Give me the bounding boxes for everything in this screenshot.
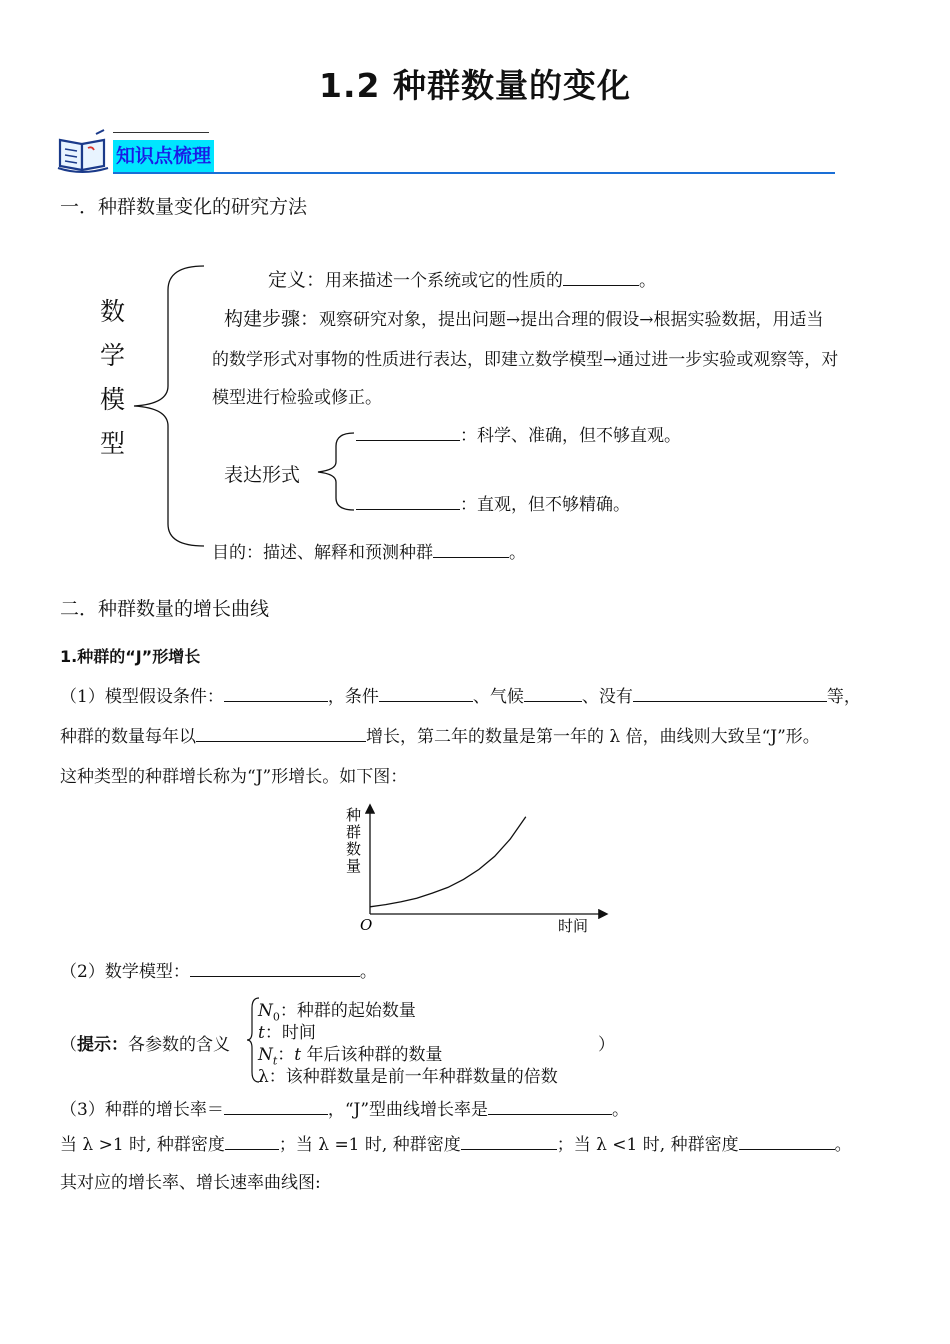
definition-row [268, 265, 656, 292]
hint-item-3-italic: t [294, 1045, 302, 1065]
assumption-row-1 [60, 682, 861, 707]
steps-line-2: 的数学形式对事物的性质进行表达，即建立数学模型→通过进一步实验或观察等，对 [212, 350, 839, 370]
hint-item-3-text: ： [277, 1045, 295, 1065]
lambda-end: 。 [834, 1135, 852, 1155]
small-left-brace [314, 430, 358, 514]
blank-j-growth-rate[interactable] [488, 1096, 612, 1115]
assumption-text-c: 、气候 [472, 687, 524, 707]
blank-lambda-eq1[interactable] [461, 1131, 557, 1150]
section-2-heading: 二．种群数量的增长曲线 [60, 598, 270, 620]
purpose-end: 。 [509, 543, 526, 563]
blank-growth-rate[interactable] [196, 723, 366, 742]
expression-row-2 [356, 490, 630, 515]
hint-close-paren: ） [598, 1035, 615, 1055]
bracket-char-2: 学 [100, 341, 126, 370]
assumption-text-e: 等， [826, 687, 861, 707]
lambda-eq1-text: ；当 λ =1 时, 种群密度 [278, 1135, 461, 1155]
blank-lambda-gt1[interactable] [225, 1131, 279, 1150]
definition-end: 。 [639, 271, 657, 291]
page-title: 1.2 种群数量的变化 [319, 66, 631, 105]
definition-label: 定义： [268, 269, 326, 291]
hint-item-1-symbol: N [258, 1001, 273, 1021]
hint-item-1-subscript: 0 [272, 1010, 280, 1024]
y-label-char-2: 群 [346, 823, 362, 841]
open-book-icon [56, 128, 110, 174]
hint-item-4-symbol: λ [258, 1067, 269, 1087]
assumption-line-3: 这种类型的种群增长称为“J”形增长。如下图： [60, 767, 408, 787]
hint-item-2-symbol: t [258, 1023, 265, 1043]
steps-row-1 [224, 304, 824, 331]
model-row [60, 957, 377, 982]
hint-item-3-symbol: N [258, 1045, 273, 1065]
bracket-char-3: 模 [100, 385, 126, 414]
assumption-text-d: 、没有 [581, 687, 633, 707]
banner-divider [113, 172, 835, 174]
expression-2-text: ：直观，但不够精确。 [460, 495, 630, 515]
blank-model[interactable] [190, 958, 360, 977]
hint-open-paren: （ [60, 1035, 77, 1055]
hint-item-2-text: ：时间 [264, 1023, 316, 1043]
blank-definition[interactable] [563, 267, 639, 286]
big-left-brace [130, 262, 210, 552]
bracket-char-1: 数 [100, 297, 126, 326]
hint-bold-label: 提示： [77, 1035, 128, 1055]
assumption-row-2 [60, 722, 820, 747]
blank-assumption-3[interactable] [524, 683, 582, 702]
assumption-line2-a: 种群的数量每年以 [60, 727, 196, 747]
origin-label: O [360, 916, 373, 934]
assumption-line2-b: 增长，第二年的数量是第一年的 λ 倍，曲线则大致呈“J”形。 [366, 727, 820, 747]
hint-rest: 各参数的含义 [128, 1035, 230, 1055]
growth-rate-row [60, 1095, 629, 1120]
hint-item-1-text: ：种群的起始数量 [279, 1001, 416, 1021]
blank-assumption-1[interactable] [224, 683, 328, 702]
hint-item-3-tail: 年后该种群的数量 [301, 1045, 443, 1065]
y-label-char-4: 量 [346, 857, 362, 875]
section-1-heading: 一．种群数量变化的研究方法 [60, 196, 308, 218]
growth-rate-end: 。 [612, 1100, 630, 1120]
hint-lead [60, 1030, 230, 1055]
subsection-1-heading: 1.种群的“J”形增长 [60, 647, 201, 666]
steps-line-1: 观察研究对象，提出问题→提出合理的假设→根据实验数据，用适当 [319, 310, 824, 330]
bracket-char-4: 型 [100, 429, 126, 458]
model-end: 。 [359, 962, 377, 982]
steps-line-3: 模型进行检验或修正。 [212, 388, 382, 408]
blank-expression-1[interactable] [356, 422, 460, 441]
growth-rate-label: （3）种群的增长率＝ [60, 1100, 224, 1120]
blank-purpose[interactable] [433, 539, 509, 558]
blank-assumption-4[interactable] [633, 683, 827, 702]
curve-intro-line: 其对应的增长率、增长速率曲线图: [60, 1173, 321, 1193]
hint-item-4 [258, 1062, 558, 1087]
blank-assumption-2[interactable] [379, 683, 473, 702]
lambda-lt1-text: ；当 λ <1 时, 种群密度 [556, 1135, 739, 1155]
model-label: （2）数学模型： [60, 962, 190, 982]
blank-expression-2[interactable] [356, 491, 460, 510]
blank-lambda-lt1[interactable] [739, 1131, 835, 1150]
assumption-text-b: ，条件 [327, 687, 379, 707]
x-axis-label: 时间 [558, 917, 589, 935]
assumption-label: （1）模型假设条件： [60, 687, 224, 707]
series-line [370, 817, 526, 907]
hint-item-4-text: ：该种群数量是前一年种群数量的倍数 [268, 1067, 558, 1087]
y-label-char-1: 种 [346, 806, 362, 824]
expression-1-text: ：科学、准确，但不够直观。 [460, 426, 681, 446]
section-banner-label: 知识点梳理 [113, 140, 214, 172]
banner-top-rule [113, 132, 209, 133]
definition-text: 用来描述一个系统或它的性质的 [325, 271, 564, 291]
expression-label: 表达形式 [224, 464, 301, 486]
expression-row-1 [356, 421, 681, 446]
j-curve-chart [340, 800, 610, 935]
purpose-row [212, 538, 526, 563]
hint-item-3-subscript: t [272, 1054, 278, 1068]
blank-growth-rate-formula[interactable] [224, 1096, 328, 1115]
lambda-gt1-text: 当 λ >1 时, 种群密度 [60, 1135, 225, 1155]
lambda-row [60, 1130, 852, 1155]
growth-rate-text: ，“J”型曲线增长率是 [327, 1100, 489, 1120]
purpose-text: 目的：描述、解释和预测种群 [212, 543, 433, 563]
steps-label: 构建步骤： [224, 308, 320, 330]
y-label-char-3: 数 [346, 840, 362, 858]
